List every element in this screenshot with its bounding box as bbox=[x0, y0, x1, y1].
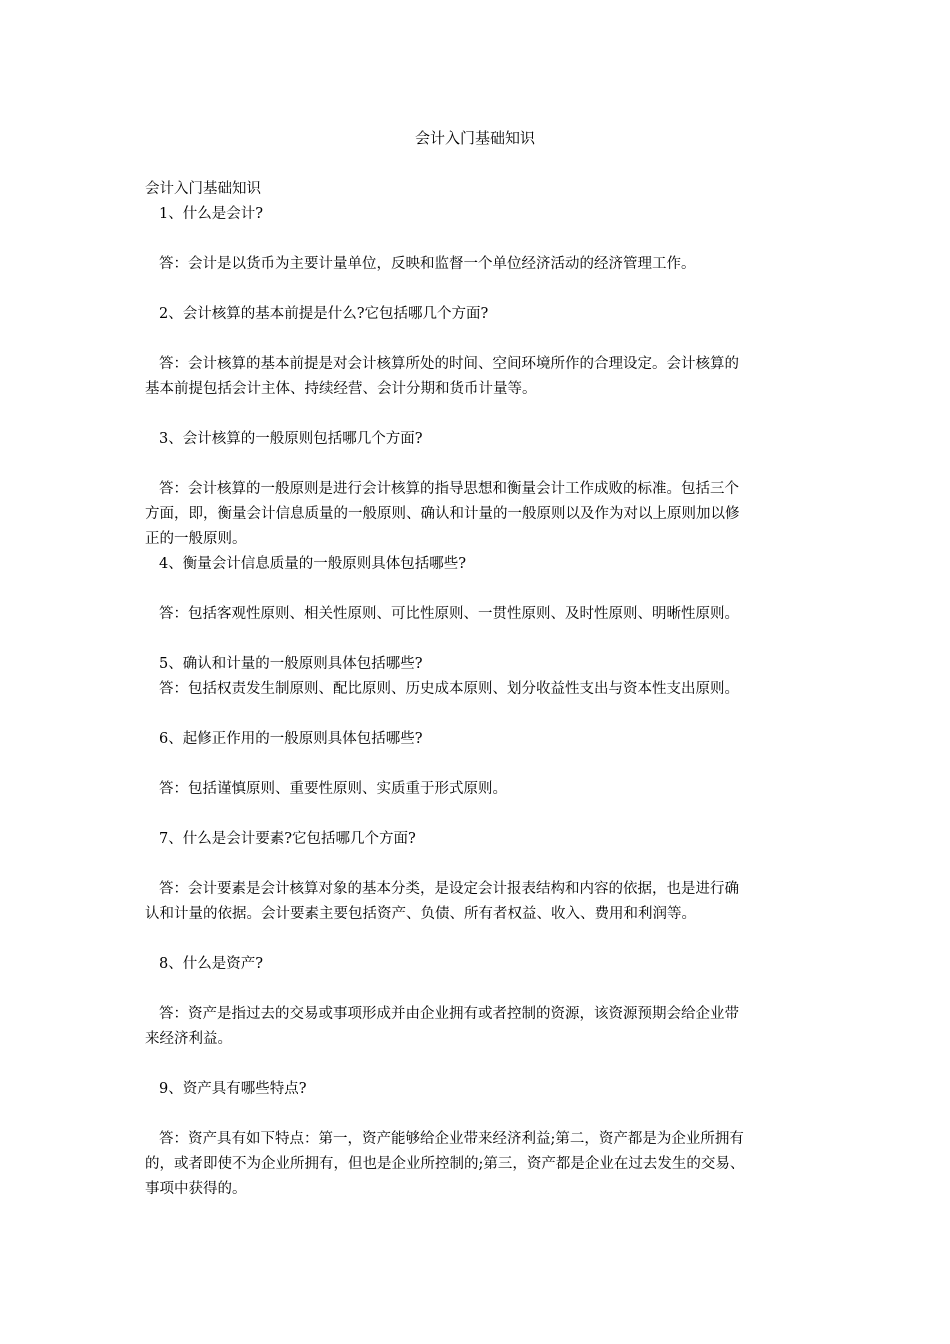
answer-8-line-2: 来经济利益。 bbox=[145, 1031, 232, 1047]
answer-9-line-2: 的，或者即使不为企业所拥有，但也是企业所控制的;第三，资产都是企业在过去发生的交易、 bbox=[145, 1156, 745, 1172]
answer-6-line-1: 答：包括谨慎原则、重要性原则、实质重于形式原则。 bbox=[159, 781, 507, 797]
question-3: 3、会计核算的一般原则包括哪几个方面? bbox=[159, 431, 423, 447]
question-5: 5、确认和计量的一般原则具体包括哪些? bbox=[159, 656, 423, 672]
answer-9-line-3: 事项中获得的。 bbox=[145, 1181, 247, 1197]
answer-3-line-1: 答：会计核算的一般原则是进行会计核算的指导思想和衡量会计工作成败的标准。包括三个 bbox=[159, 481, 739, 497]
question-6: 6、起修正作用的一般原则具体包括哪些? bbox=[159, 731, 423, 747]
answer-2-line-2: 基本前提包括会计主体、持续经营、会计分期和货币计量等。 bbox=[145, 381, 537, 397]
answer-4-line-1: 答：包括客观性原则、相关性原则、可比性原则、一贯性原则、及时性原则、明晰性原则。 bbox=[159, 606, 739, 622]
answer-3-line-2: 方面，即，衡量会计信息质量的一般原则、确认和计量的一般原则以及作为对以上原则加以修 bbox=[145, 506, 740, 522]
answer-9-line-1: 答：资产具有如下特点：第一，资产能够给企业带来经济利益;第二，资产都是为企业所拥有 bbox=[159, 1131, 744, 1147]
question-9: 9、资产具有哪些特点? bbox=[159, 1081, 307, 1097]
answer-7-line-1: 答：会计要素是会计核算对象的基本分类，是设定会计报表结构和内容的依据，也是进行确 bbox=[159, 881, 739, 897]
question-2: 2、会计核算的基本前提是什么?它包括哪几个方面? bbox=[159, 306, 489, 322]
section-heading: 会计入门基础知识 bbox=[145, 181, 261, 197]
answer-2-line-1: 答：会计核算的基本前提是对会计核算所处的时间、空间环境所作的合理设定。会计核算的 bbox=[159, 356, 739, 372]
question-7: 7、什么是会计要素?它包括哪几个方面? bbox=[159, 831, 416, 847]
answer-1-line-1: 答：会计是以货币为主要计量单位，反映和监督一个单位经济活动的经济管理工作。 bbox=[159, 256, 696, 272]
answer-3-line-3: 正的一般原则。 bbox=[145, 531, 247, 547]
question-1: 1、什么是会计? bbox=[159, 206, 263, 222]
document-body bbox=[145, 177, 805, 1202]
answer-7-line-2: 认和计量的依据。会计要素主要包括资产、负债、所有者权益、收入、费用和利润等。 bbox=[145, 906, 696, 922]
question-8: 8、什么是资产? bbox=[159, 956, 263, 972]
question-4: 4、衡量会计信息质量的一般原则具体包括哪些? bbox=[159, 556, 466, 572]
page-title: 会计入门基础知识 bbox=[414, 129, 535, 147]
answer-5-line-1: 答：包括权责发生制原则、配比原则、历史成本原则、划分收益性支出与资本性支出原则。 bbox=[159, 681, 739, 697]
answer-8-line-1: 答：资产是指过去的交易或事项形成并由企业拥有或者控制的资源，该资源预期会给企业带 bbox=[159, 1006, 739, 1022]
